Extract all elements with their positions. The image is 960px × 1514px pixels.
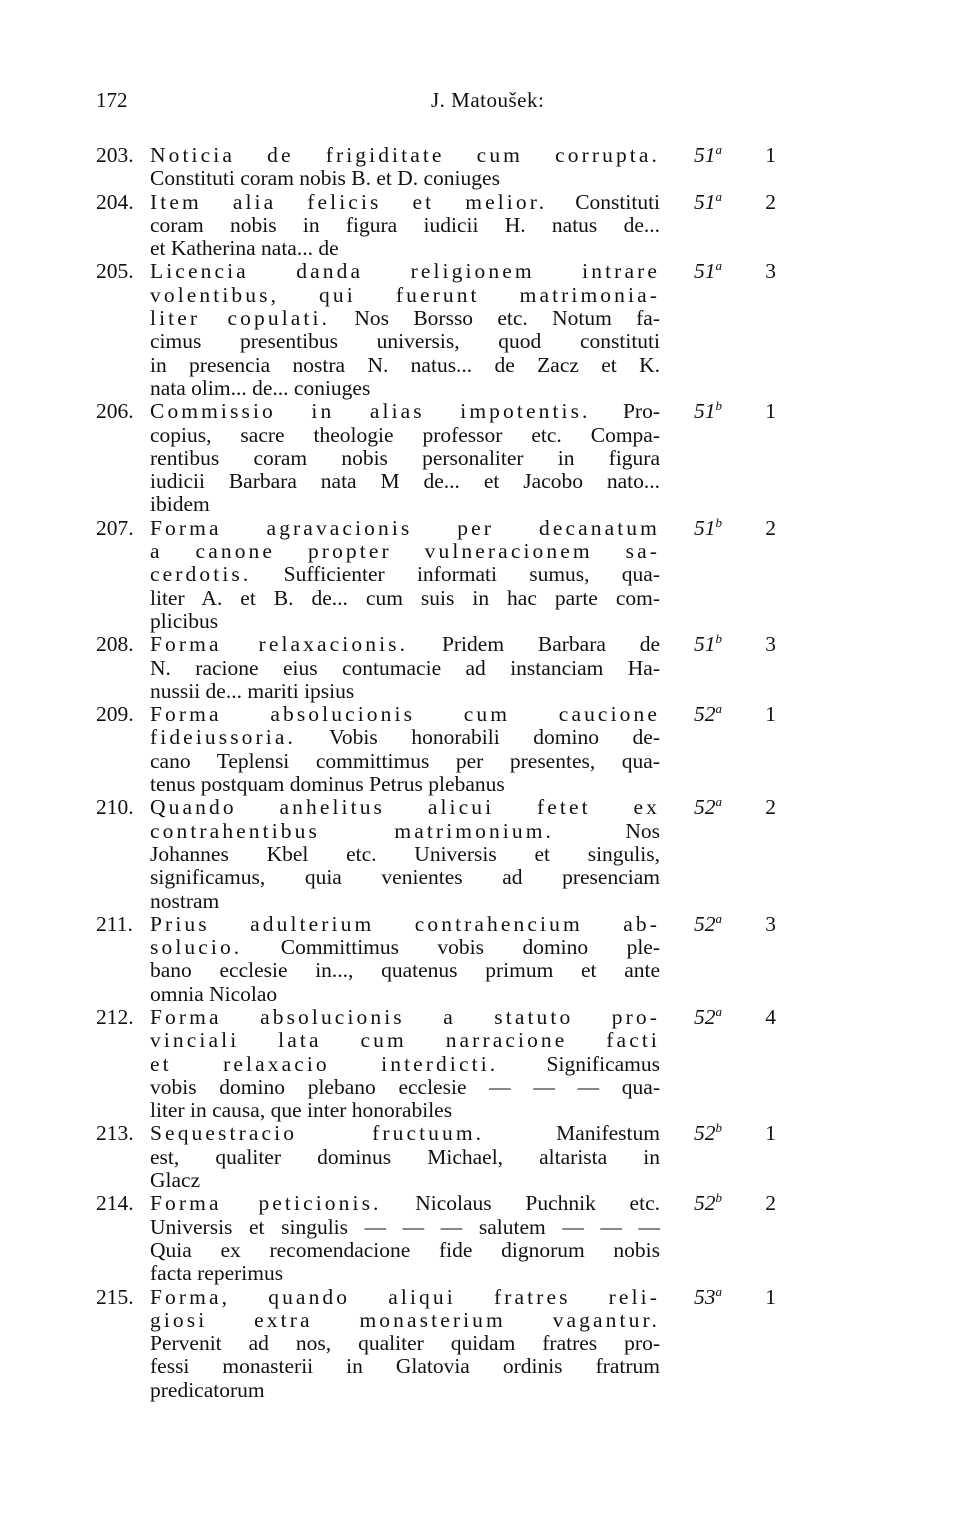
entry-line — [150, 260, 660, 283]
entry-line — [150, 517, 660, 540]
entry-position: 1 — [765, 1284, 776, 1309]
entry-body-text: nostram — [150, 888, 220, 913]
entry-line — [150, 470, 660, 493]
entry-line — [150, 1379, 660, 1402]
entry-line — [150, 1099, 660, 1122]
entry-position: 2 — [765, 1191, 776, 1216]
entry-line — [150, 726, 660, 749]
entry-text — [150, 1006, 660, 1122]
folio-side: b — [715, 398, 722, 414]
entry-line — [150, 936, 660, 959]
entry-text — [150, 796, 660, 912]
entry-body-text: Pervenit ad nos, qualiter quidam fratres pro- — [150, 1331, 660, 1356]
entry-body-text: tenus postquam dominus Petrus plebanus — [150, 772, 505, 797]
entry-title: Quando anhelitus alicui fetet ex — [150, 795, 660, 820]
entry-line — [150, 796, 660, 819]
entry-line — [150, 1053, 660, 1076]
entry-body-text: Quia ex recomendacione fide dignorum nobis — [150, 1237, 660, 1262]
entry-number: 215. — [96, 1284, 134, 1309]
folio-number: 53 — [694, 1284, 716, 1309]
entry-line — [150, 1006, 660, 1029]
folio-side: a — [715, 700, 722, 716]
entry-position: 1 — [765, 143, 776, 167]
entry-body-text: coram nobis in figura iudicii H. natus de... — [150, 212, 660, 237]
entry-number: 203. — [96, 143, 134, 167]
entry-line — [150, 330, 660, 353]
entry-number: 205. — [96, 259, 134, 284]
entry-row — [96, 796, 776, 912]
folio-number: 51 — [694, 143, 716, 167]
entry-line — [150, 424, 660, 447]
entry-body-text: cano Teplensi committimus per presentes, qua- — [150, 748, 660, 773]
entry-line — [150, 237, 660, 260]
entry-line — [150, 493, 660, 516]
entry-row — [96, 400, 776, 516]
folio-number: 51 — [694, 399, 716, 424]
entry-line — [150, 400, 660, 423]
entry-title: Forma agravacionis per decanatum — [150, 515, 660, 540]
entry-title: Forma absolucionis a statuto pro- — [150, 1004, 660, 1029]
entry-body-text: N. racione eius contumacie ad instanciam Ha- — [150, 655, 660, 680]
entry-line — [150, 1029, 660, 1052]
folio-reference — [660, 260, 722, 283]
entry-body-text: Committimus vobis domino ple- — [280, 935, 661, 960]
entry-position: 2 — [765, 189, 776, 214]
entry-line — [150, 377, 660, 400]
entry-line — [150, 610, 660, 633]
entry-title: a canone propter vulneracionem sa- — [150, 539, 660, 564]
entry-line — [150, 1355, 660, 1378]
entry-line — [150, 1169, 660, 1192]
entry-title: Item alia felicis et melior. — [150, 189, 548, 214]
entry-title: volentibus, qui fuerunt matrimonia- — [150, 282, 660, 307]
folio-reference — [660, 1003, 722, 1029]
entry-title: fideiussoria. — [150, 725, 296, 750]
entry-number: 209. — [96, 702, 134, 727]
folio-reference — [660, 400, 722, 423]
entry-body-text: Glacz — [150, 1168, 201, 1193]
entry-body-text: Nos Borsso etc. Notum fa- — [354, 306, 660, 331]
entry-number: 210. — [96, 795, 134, 820]
entry-body-text: cimus presentibus universis, quod constituti — [150, 329, 660, 354]
entry-body-text: vobis domino plebano ecclesie — — — qua- — [150, 1074, 660, 1099]
entry-line — [150, 563, 660, 586]
entry-title: Prius adulterium contrahencium ab- — [150, 911, 660, 936]
entry-body-text: et Katherina nata... de — [150, 236, 339, 261]
entry-line — [150, 1309, 660, 1332]
entry-line — [150, 1239, 660, 1262]
entry-body-text: fessi monasterii in Glatovia ordinis fratrum — [150, 1354, 660, 1379]
entry-line — [150, 913, 660, 936]
entry-row — [96, 514, 776, 633]
folio-reference — [660, 910, 722, 936]
entry-body-text: nata olim... de... coniuges — [150, 375, 371, 400]
entry-position: 3 — [765, 259, 776, 284]
entry-line — [150, 1122, 660, 1145]
folio-reference — [660, 141, 722, 167]
folio-number: 52 — [694, 795, 716, 820]
entry-line — [150, 587, 660, 610]
folio-reference — [660, 700, 722, 727]
folio-number: 52 — [694, 911, 716, 936]
folio-reference — [660, 633, 722, 656]
entry-title: Sequestracio fructuum. — [150, 1121, 485, 1146]
entry-title: Forma relaxacionis. — [150, 632, 409, 657]
page-number: 172 — [96, 88, 128, 112]
folio-reference — [660, 796, 722, 819]
entry-position: 3 — [765, 632, 776, 657]
entry-text — [150, 633, 660, 703]
entry-text — [150, 913, 660, 1006]
entry-text — [150, 1286, 660, 1402]
entry-text — [150, 191, 660, 261]
entry-position: 2 — [765, 515, 776, 540]
entry-line — [150, 1262, 660, 1285]
entry-number: 206. — [96, 399, 134, 424]
entry-title: giosi extra monasterium vagantur. — [150, 1307, 660, 1332]
entry-title: solucio. — [150, 935, 243, 960]
entry-list — [96, 141, 776, 1402]
entry-body-text: facta reperimus — [150, 1261, 284, 1286]
entry-row — [96, 1283, 776, 1402]
folio-side: a — [715, 1003, 722, 1019]
folio-number: 51 — [694, 189, 716, 214]
entry-line — [150, 447, 660, 470]
entry-row — [96, 700, 776, 797]
entry-line — [150, 1076, 660, 1099]
folio-number: 52 — [694, 702, 716, 727]
folio-reference — [660, 1283, 722, 1309]
entry-position: 2 — [765, 795, 776, 820]
entry-line — [150, 1192, 660, 1215]
entry-body-text: rentibus coram nobis personaliter in figura — [150, 445, 660, 470]
folio-side: a — [715, 1283, 722, 1299]
folio-number: 51 — [694, 632, 716, 657]
running-title: J. Matoušek: — [431, 88, 545, 112]
entry-body-text: Sufficienter informati sumus, qua- — [283, 562, 661, 587]
entry-title: Noticia de frigiditate cum corrupta. — [150, 143, 660, 167]
entry-body-text: plicibus — [150, 608, 219, 633]
entry-row — [96, 1192, 776, 1285]
entry-line — [150, 773, 660, 796]
entry-title: vinciali lata cum narracione facti — [150, 1028, 660, 1053]
entry-title: Forma peticionis. — [150, 1191, 382, 1216]
entry-body-text: nussii de... mariti ipsius — [150, 678, 355, 703]
folio-side: a — [715, 258, 722, 274]
entry-title: liter copulati. — [150, 306, 331, 331]
entry-row — [96, 1003, 776, 1123]
entry-row — [96, 141, 776, 191]
entry-line — [150, 540, 660, 563]
folio-side: b — [715, 514, 722, 530]
entry-body-text: Vobis honorabili domino de- — [329, 725, 660, 750]
entry-text — [150, 1192, 660, 1285]
entry-text — [150, 1122, 660, 1192]
entry-number: 204. — [96, 189, 134, 214]
entry-text — [150, 400, 660, 516]
entry-line — [150, 307, 660, 330]
entry-body-text: ibidem — [150, 492, 210, 517]
entry-number: 212. — [96, 1004, 134, 1029]
folio-side: a — [715, 794, 722, 810]
entry-line — [150, 144, 660, 167]
entry-line — [150, 703, 660, 726]
entry-body-text: omnia Nicolao — [150, 981, 278, 1006]
entry-position: 1 — [765, 702, 776, 727]
entry-line — [150, 1286, 660, 1309]
entry-title: et relaxacio interdicti. — [150, 1051, 499, 1076]
entry-line — [150, 890, 660, 913]
entry-body-text: liter in causa, que inter honorabiles — [150, 1098, 453, 1123]
entry-number: 213. — [96, 1121, 134, 1146]
entry-line — [150, 214, 660, 237]
folio-side: a — [715, 141, 722, 157]
entry-body-text: Significamus — [546, 1051, 660, 1076]
entry-title: Commissio in alias impotentis. — [150, 399, 591, 424]
entry-row — [96, 910, 776, 1006]
entry-body-text: est, qualiter dominus Michael, altarista in — [150, 1144, 660, 1169]
entry-body-text: liter A. et B. de... cum suis in hac parte com- — [150, 585, 660, 610]
entry-line — [150, 843, 660, 866]
entry-body-text: Pro- — [622, 399, 660, 424]
entry-text — [150, 703, 660, 796]
entry-line — [150, 284, 660, 307]
entry-body-text: significamus, quia venientes ad presenciam — [150, 865, 660, 890]
entry-text — [150, 144, 660, 191]
entry-number: 208. — [96, 632, 134, 657]
entry-line — [150, 191, 660, 214]
entry-number: 211. — [96, 911, 133, 936]
entry-body-text: Nos — [625, 818, 660, 843]
entry-title: Forma absolucionis cum caucione — [150, 702, 660, 727]
folio-reference — [660, 1192, 722, 1215]
entry-body-text: Constituti coram nobis B. et D. coniuges — [150, 166, 500, 191]
entry-text — [150, 517, 660, 633]
entry-body-text: bano ecclesie in..., quatenus primum et ante — [150, 958, 660, 983]
entry-title: Forma, quando aliqui fratres reli- — [150, 1284, 660, 1309]
entry-row — [96, 1122, 776, 1192]
entry-body-text: Constituti — [575, 189, 661, 214]
entry-row — [96, 260, 776, 400]
entry-line — [150, 1146, 660, 1169]
entry-position: 3 — [765, 911, 776, 936]
entry-title: Licencia danda religionem intrare — [150, 259, 660, 284]
folio-reference — [660, 514, 722, 540]
entry-line — [150, 354, 660, 377]
entry-title: contrahentibus matrimonium. — [150, 818, 555, 843]
folio-number: 52 — [694, 1191, 716, 1216]
entry-line — [150, 1216, 660, 1239]
entry-body-text: iudicii Barbara nata M de... et Jacobo nato... — [150, 469, 660, 494]
folio-number: 52 — [694, 1121, 716, 1146]
folio-side: b — [715, 631, 722, 647]
entry-position: 4 — [765, 1004, 776, 1029]
entry-number: 214. — [96, 1191, 134, 1216]
entry-body-text: Johannes Kbel etc. Universis et singulis, — [150, 841, 660, 866]
entry-row — [96, 633, 776, 703]
entry-line — [150, 167, 660, 190]
folio-side: b — [715, 1190, 722, 1206]
entry-number: 207. — [96, 515, 134, 540]
entry-line — [150, 750, 660, 773]
entry-text — [150, 260, 660, 400]
entry-title: cerdotis. — [150, 562, 252, 587]
entry-body-text: Universis et singulis — — — salutem — — — — [150, 1214, 660, 1239]
entry-line — [150, 680, 660, 703]
entry-body-text: Nicolaus Puchnik etc. — [415, 1191, 660, 1216]
folio-side: a — [715, 910, 722, 926]
entry-line — [150, 1332, 660, 1355]
entry-body-text: Pridem Barbara de — [441, 632, 661, 657]
entry-line — [150, 866, 660, 889]
folio-reference — [660, 1122, 722, 1145]
entry-line — [150, 820, 660, 843]
entry-position: 1 — [765, 1121, 776, 1146]
entry-line — [150, 983, 660, 1006]
entry-row — [96, 188, 776, 261]
folio-reference — [660, 188, 722, 214]
folio-side: a — [715, 188, 722, 204]
entry-body-text: in presencia nostra N. natus... de Zacz et K. — [150, 352, 660, 377]
page-header — [96, 88, 768, 114]
folio-number: 52 — [694, 1004, 716, 1029]
folio-side: b — [715, 1120, 722, 1136]
folio-number: 51 — [694, 515, 716, 540]
entry-body-text: predicatorum — [150, 1377, 265, 1402]
entry-body-text: Manifestum — [556, 1121, 660, 1146]
entry-line — [150, 633, 660, 656]
folio-number: 51 — [694, 259, 716, 284]
entry-body-text: copius, sacre theologie professor etc. Compa- — [150, 422, 660, 447]
entry-position: 1 — [765, 399, 776, 424]
entry-line — [150, 959, 660, 982]
entry-line — [150, 657, 660, 680]
